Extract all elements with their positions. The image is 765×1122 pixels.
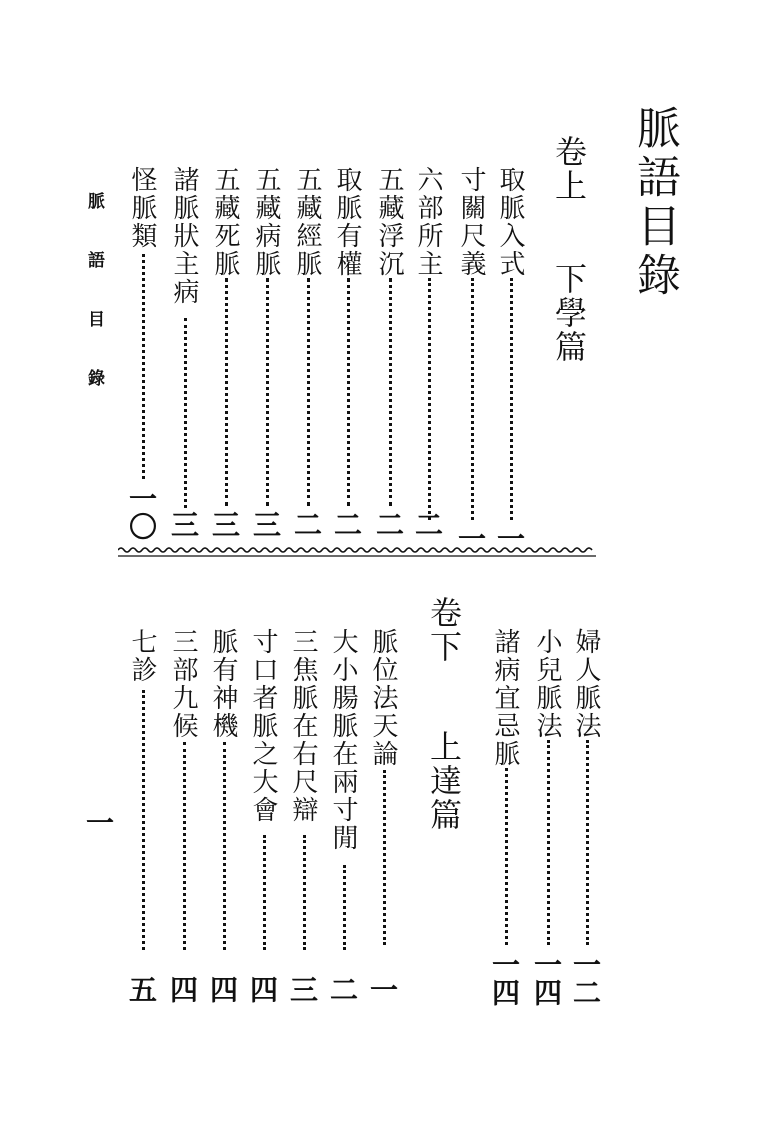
toc-entry-page: 四	[206, 975, 239, 1003]
toc-entry-page: 二	[372, 510, 405, 538]
toc-entry-label: 七診	[127, 628, 157, 684]
toc-entry-label: 五藏病脈	[251, 166, 281, 278]
toc-entry-page: 三	[208, 510, 241, 538]
toc-entry-label: 脈位法天論	[368, 628, 398, 768]
toc-entry-page: 二	[411, 510, 444, 538]
toc-entry-page: 一四	[530, 950, 563, 1006]
toc-leader	[223, 742, 226, 950]
toc-entry-label: 怪脈類	[127, 166, 157, 250]
toc-leader	[389, 278, 392, 506]
toc-leader	[142, 254, 145, 479]
toc-entry-page: 一二	[569, 950, 602, 1006]
toc-leader	[183, 742, 186, 950]
toc-leader	[184, 318, 187, 508]
toc-entry-label: 五藏經脈	[292, 166, 322, 278]
toc-leader	[510, 278, 513, 520]
toc-entry-label: 大小腸脈在兩寸閒	[328, 628, 358, 852]
margin-title: 脈語目錄	[84, 192, 104, 428]
toc-leader	[263, 835, 266, 950]
toc-leader	[383, 770, 386, 945]
toc-leader	[343, 865, 346, 950]
toc-entry-label: 小兒脈法	[532, 628, 562, 740]
page-title: 脈語目錄	[629, 105, 680, 301]
toc-entry-page: 三	[249, 510, 282, 538]
volume-top-heading: 卷上	[550, 135, 588, 203]
toc-leader	[428, 278, 431, 520]
section-divider	[118, 546, 596, 560]
volume-bottom-subheading: 上達篇	[425, 730, 463, 832]
toc-entry-page: 二	[326, 975, 359, 1003]
toc-entry-page: 二	[290, 510, 323, 538]
toc-entry-label: 取脈有權	[332, 166, 362, 278]
volume-top-subheading: 下學篇	[550, 262, 588, 364]
toc-entry-page: 五	[125, 975, 158, 1003]
toc-entry-page: 一	[493, 524, 526, 552]
toc-entry-label: 取脈入式	[495, 166, 525, 278]
toc-entry-label: 寸口者脈之大會	[248, 628, 278, 824]
toc-entry-label: 脈有神機	[208, 628, 238, 740]
toc-entry-label: 三焦脈在右尺辯	[288, 628, 318, 824]
toc-leader	[303, 835, 306, 950]
toc-entry-page: 一四	[488, 950, 521, 1006]
toc-entry-label: 諸病宜忌脈	[490, 628, 520, 768]
toc-entry-page: 四	[166, 975, 199, 1003]
folio-number: 一	[82, 808, 115, 836]
toc-entry-label: 五藏死脈	[210, 166, 240, 278]
volume-bottom-heading: 卷下	[425, 596, 463, 664]
toc-leader	[505, 768, 508, 945]
toc-leader	[547, 740, 550, 945]
toc-leader	[225, 278, 228, 506]
toc-entry-label: 六部所主	[413, 166, 443, 278]
toc-entry-page: 一	[366, 975, 399, 1003]
toc-entry-page: 一	[454, 524, 487, 552]
toc-entry-page: 一〇	[125, 484, 158, 540]
toc-entry-label: 寸關尺義	[456, 166, 486, 278]
toc-entry-label: 三部九候	[168, 628, 198, 740]
toc-leader	[266, 278, 269, 506]
toc-entry-label: 婦人脈法	[571, 628, 601, 740]
toc-leader	[471, 278, 474, 520]
toc-entry-label: 諸脈狀主病	[169, 166, 199, 306]
toc-leader	[347, 278, 350, 506]
toc-entry-label: 五藏浮沉	[374, 166, 404, 278]
toc-entry-page: 三	[286, 975, 319, 1003]
toc-entry-page: 四	[246, 975, 279, 1003]
toc-entry-page: 二	[330, 510, 363, 538]
toc-entry-page: 三	[167, 510, 200, 538]
toc-leader	[142, 690, 145, 950]
toc-leader	[307, 278, 310, 506]
toc-leader	[586, 740, 589, 945]
